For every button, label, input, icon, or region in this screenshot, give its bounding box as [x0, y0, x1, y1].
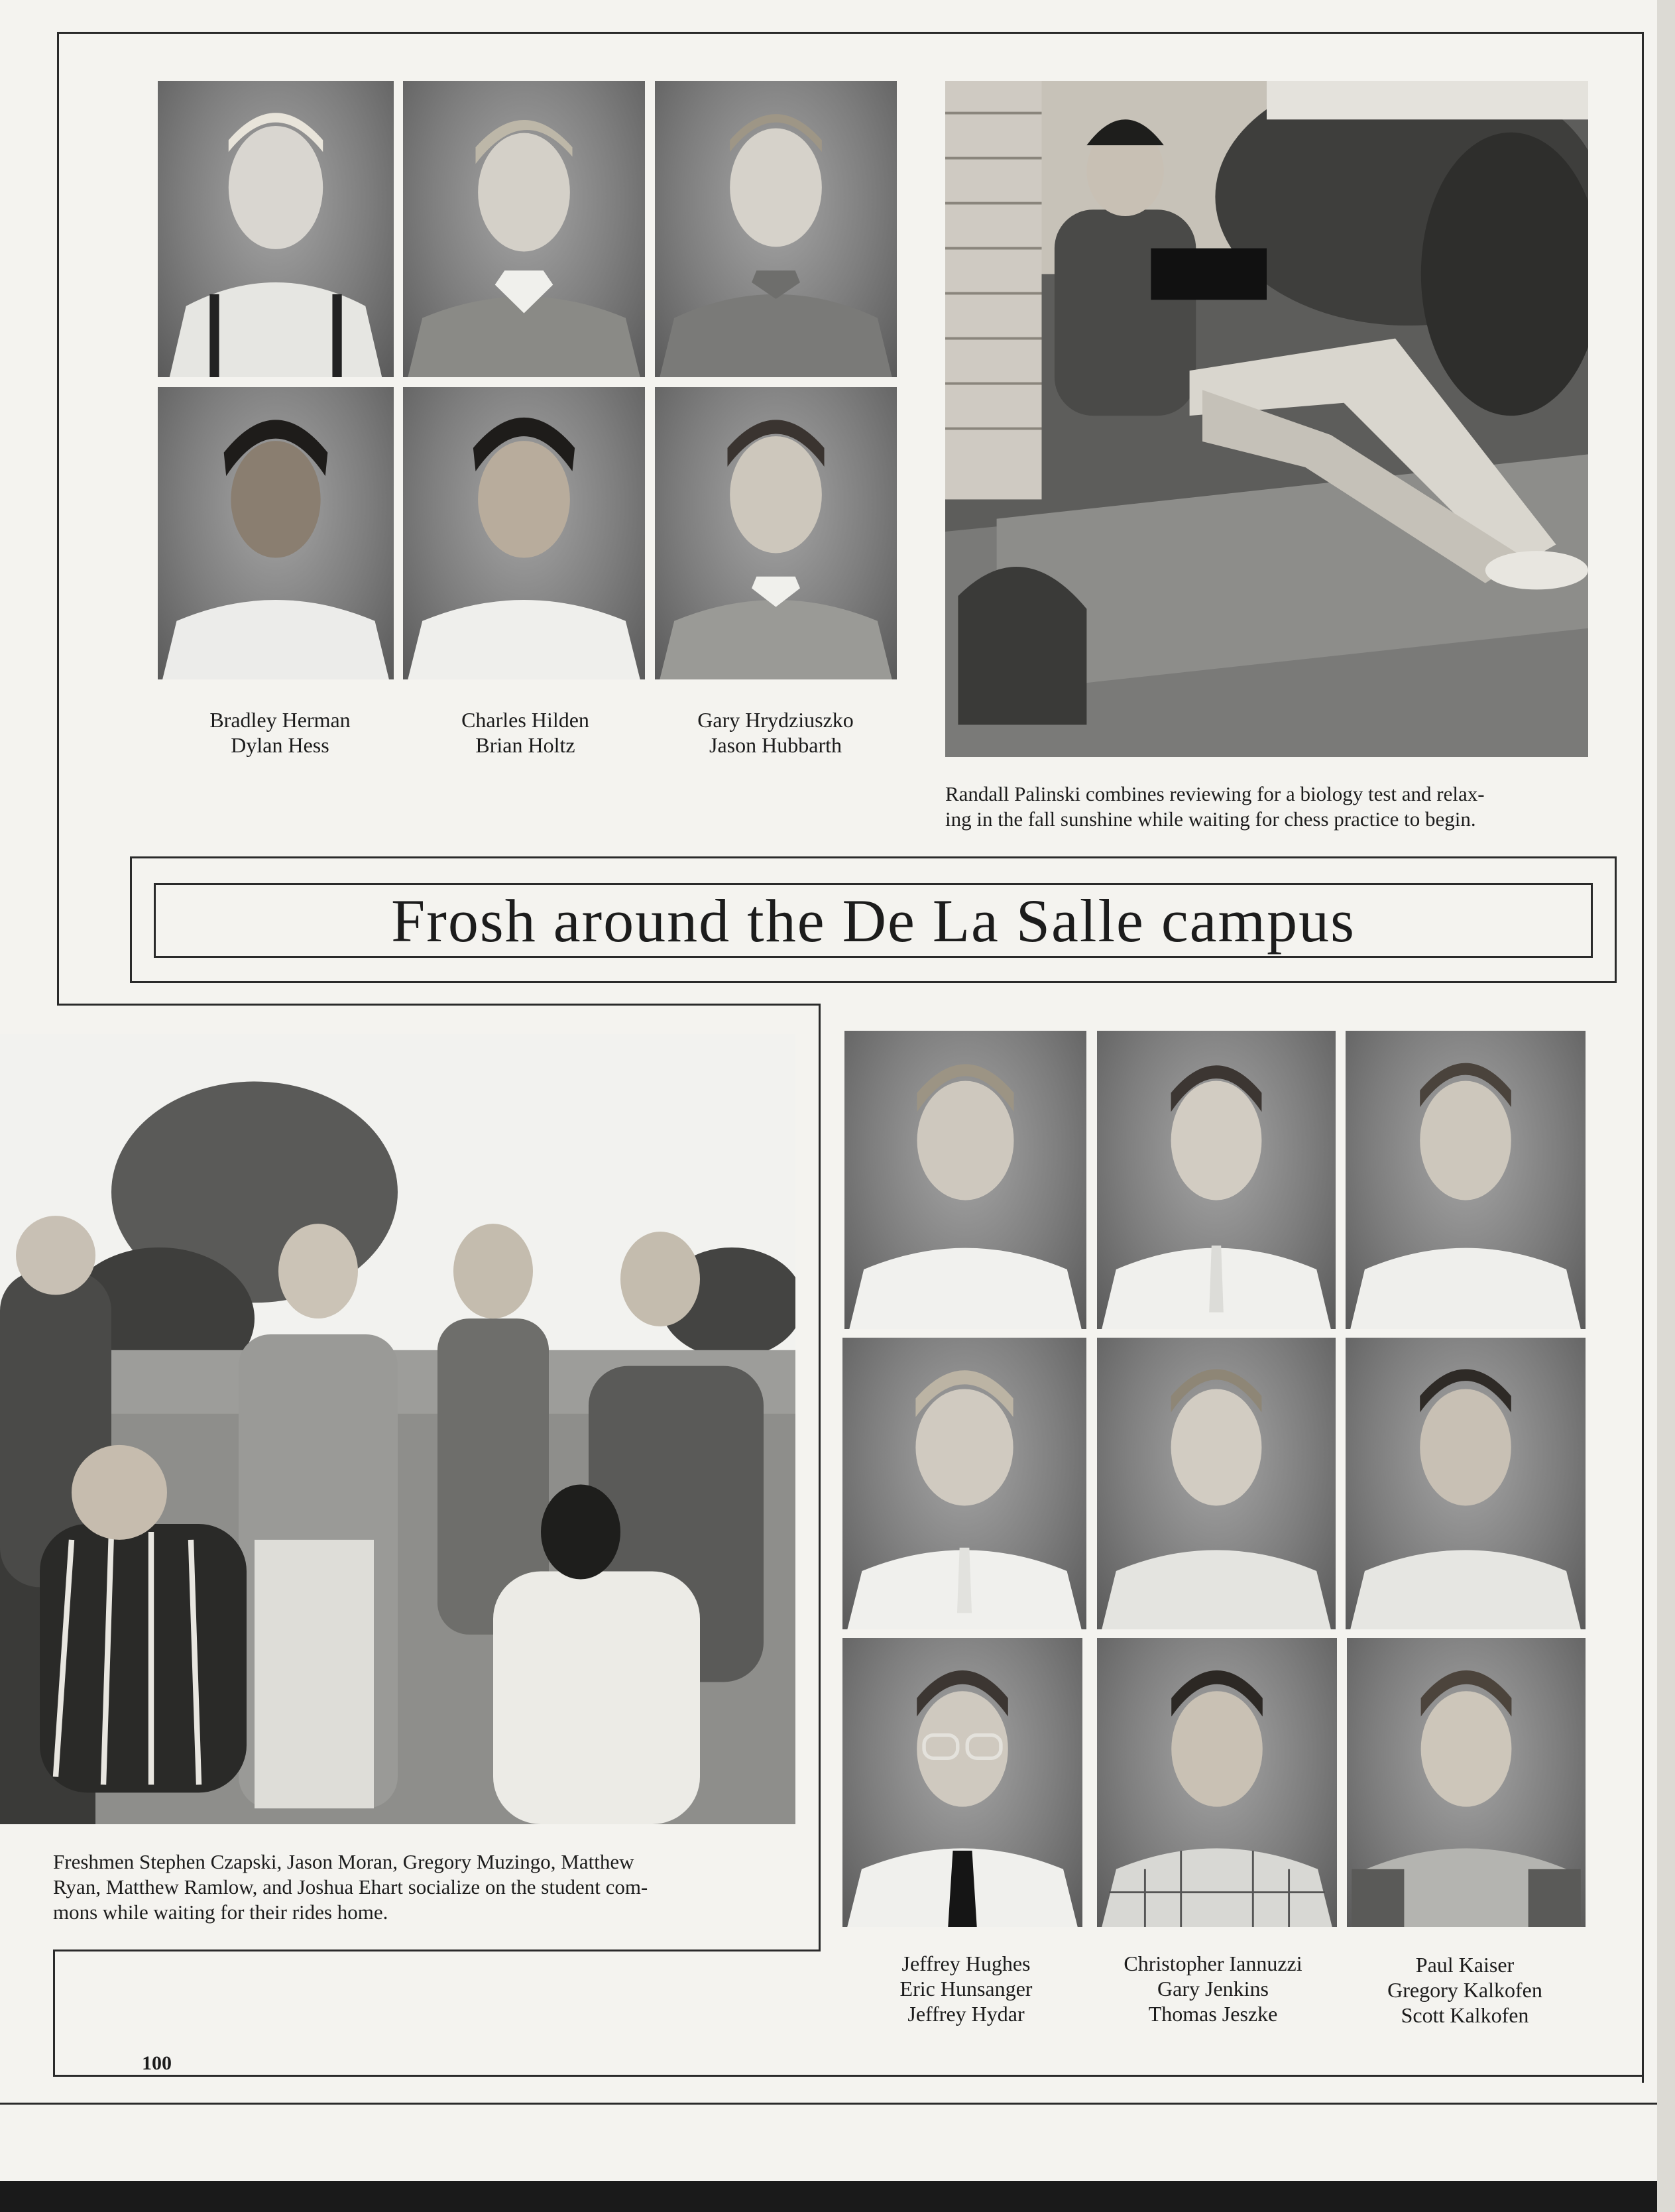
- student-name: Gregory Kalkofen: [1387, 1978, 1542, 2002]
- frame-right-line: [1642, 32, 1644, 2083]
- portrait-photo: [1346, 1338, 1586, 1629]
- frame-left-line-bottom: [53, 1950, 55, 2075]
- frame-lower-horizontal: [53, 1950, 821, 1951]
- student-name: Jason Hubbarth: [709, 733, 842, 757]
- feature-photo-reading-student: [945, 81, 1588, 757]
- caption-line: Randall Palinski combines reviewing for a biology test and relax-: [945, 782, 1485, 805]
- student-name: Jeffrey Hughes: [901, 1951, 1031, 1975]
- caption-line: mons while waiting for their rides home.: [53, 1900, 388, 1924]
- bottom-name-column-3: [1342, 1952, 1588, 2028]
- frame-mid-vertical: [819, 1004, 821, 1951]
- caption-line: Ryan, Matthew Ramlow, and Joshua Ehart socialize on the student com-: [53, 1875, 648, 1898]
- portrait-photo: [842, 1338, 1086, 1629]
- bottom-name-column-1: [845, 1951, 1087, 2026]
- student-name: Gary Hrydziuszko: [697, 708, 854, 732]
- student-name: Scott Kalkofen: [1401, 2003, 1529, 2027]
- page-title: Frosh around the De La Salle campus: [391, 886, 1356, 955]
- student-name: Thomas Jeszke: [1148, 2002, 1278, 2026]
- student-name: Bradley Herman: [209, 708, 351, 732]
- page-number: 100: [142, 2052, 172, 2074]
- portrait-photo: [655, 387, 897, 679]
- portrait-photo: [1347, 1638, 1586, 1927]
- frame-left-line-top: [57, 32, 59, 1005]
- portrait-photo: [842, 1638, 1082, 1927]
- student-name: Dylan Hess: [231, 733, 329, 757]
- portrait-photo: [403, 81, 645, 377]
- portrait-photo: [1097, 1031, 1336, 1329]
- student-name: Gary Jenkins: [1157, 1977, 1269, 2001]
- student-name: Charles Hilden: [461, 708, 589, 732]
- feature-photo-caption: [945, 782, 1595, 832]
- top-name-column-1: [166, 707, 394, 758]
- top-name-column-2: [411, 707, 640, 758]
- portrait-photo: [403, 387, 645, 679]
- student-name: Paul Kaiser: [1415, 1953, 1515, 1977]
- portrait-photo: [1097, 1638, 1337, 1927]
- student-name: Eric Hunsanger: [899, 1977, 1033, 2001]
- group-photo-caption: [53, 1849, 815, 1925]
- caption-line: Freshmen Stephen Czapski, Jason Moran, Gregory Muzingo, Matthew: [53, 1850, 634, 1873]
- page-right-band: [1657, 0, 1675, 2212]
- portrait-photo: [158, 387, 394, 679]
- student-name: Brian Holtz: [475, 733, 575, 757]
- portrait-photo: [655, 81, 897, 377]
- student-name: Jeffrey Hydar: [907, 2002, 1025, 2026]
- frame-mid-horizontal: [57, 1004, 821, 1006]
- student-name: Christopher Iannuzzi: [1124, 1951, 1302, 1975]
- portrait-photo: [844, 1031, 1086, 1329]
- title-inner-frame: [154, 883, 1593, 958]
- portrait-photo: [1346, 1031, 1586, 1329]
- frame-bottom-line: [53, 2075, 1644, 2077]
- portrait-photo: [158, 81, 394, 377]
- portrait-photo: [1097, 1338, 1336, 1629]
- top-name-column-3: [660, 707, 892, 758]
- frame-top-line: [57, 32, 1644, 34]
- group-photo-freshmen: [0, 1034, 795, 1824]
- page-bottom-rule: [0, 2103, 1675, 2105]
- page-bottom-band: [0, 2181, 1675, 2212]
- caption-line: ing in the fall sunshine while waiting for chess practice to begin.: [945, 807, 1476, 831]
- bottom-name-column-2: [1087, 1951, 1339, 2026]
